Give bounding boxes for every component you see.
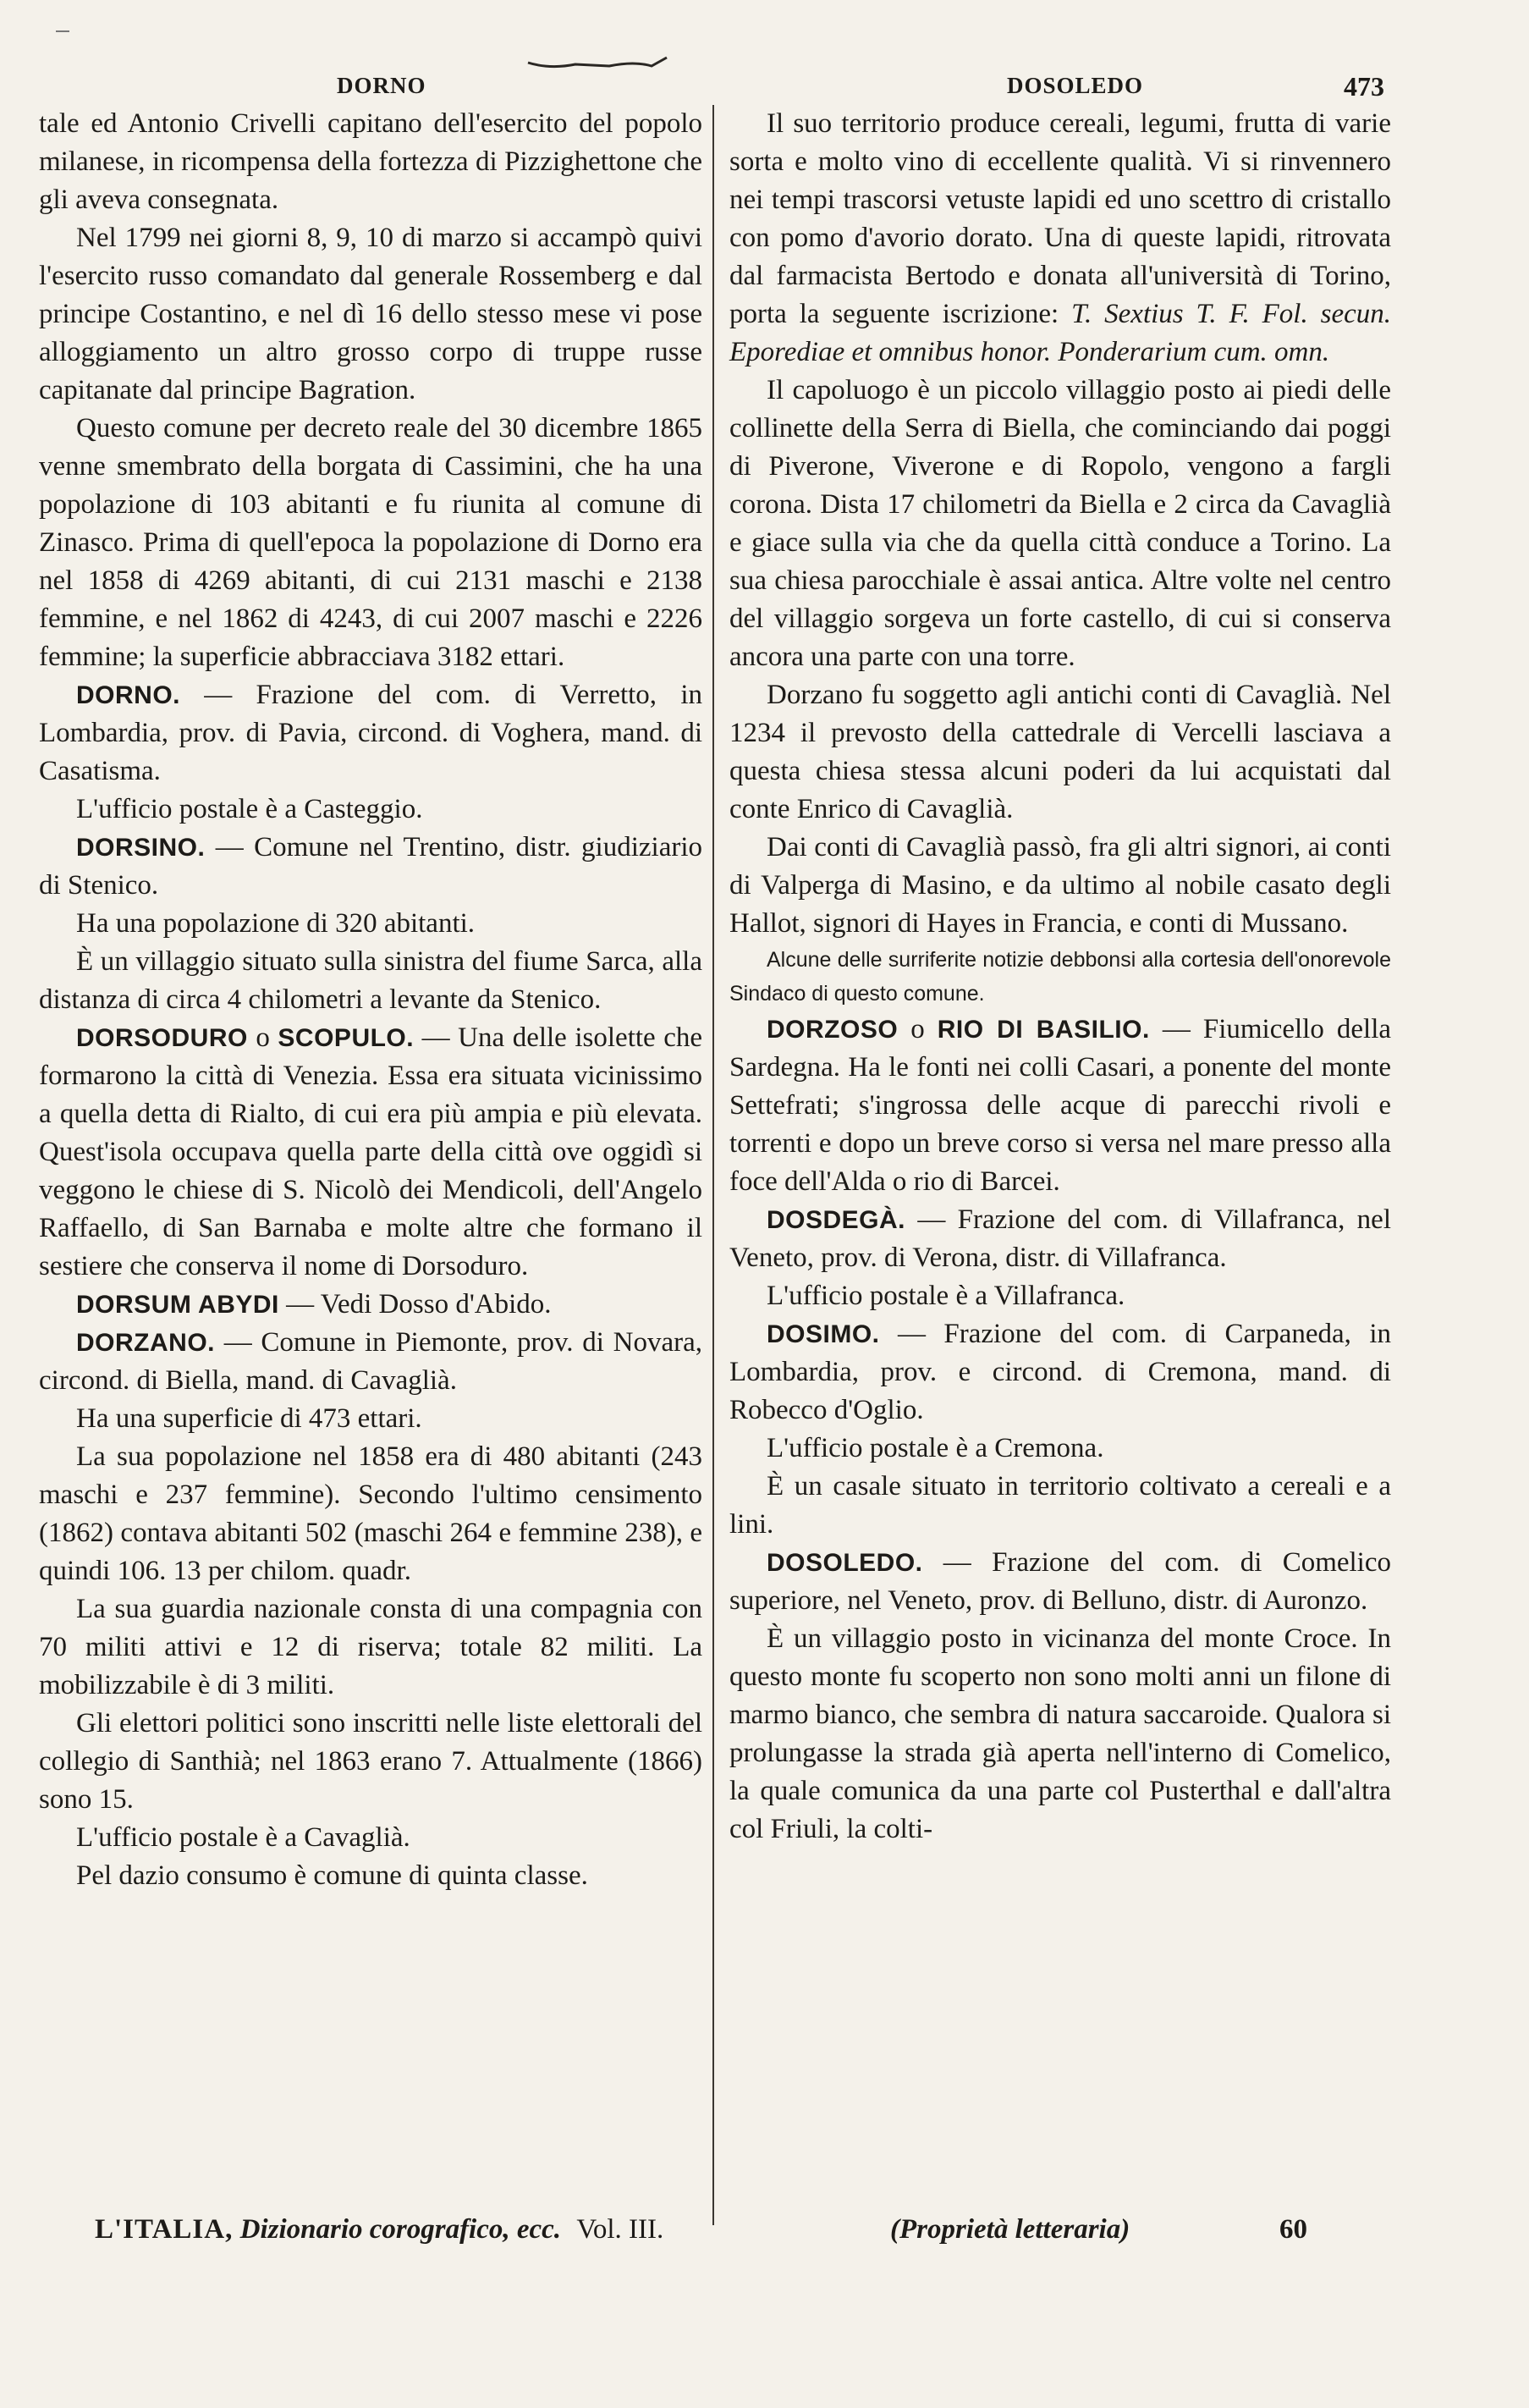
entry-definition: — Comune in Piemonte, prov. di Novara, circond. di Biella, mand. di Cavaglià. xyxy=(39,1327,702,1396)
paragraph-text: Il suo territorio produce cereali, legumi, frutta di varie sorta e molto vino di eccellente qualità. Vi si rinvennero nei tempi trascorsi vetuste lapidi ed uno scettro di cristallo con pomo d'avorio dorato. Una di queste lapidi, ritrovata dal farmacista Bertodo e donata all'università di Torino, porta la seguente iscrizione: xyxy=(729,108,1391,329)
paragraph-text: Il capoluogo è un piccolo villaggio posto ai piedi delle collinette della Serra di Biella, che cominciando dai poggi di Piverone, Viverone e di Ropolo, vengono a fargli corona. Dista 17 chilometri da Biella e 2 circa da Cavaglià e giace sulla via che da quella città conduce a Torino. La sua chiesa parocchiale è assai antica. Altre volte nel centro del villaggio sorgeva un forte castello, di cui si conserva ancora una parte con una torre. xyxy=(729,375,1391,672)
entry-headword: DORSODURO xyxy=(76,1024,248,1052)
page-footer xyxy=(95,2211,1313,2249)
paragraph-text: È un villaggio posto in vicinanza del monte Croce. In questo monte fu scoperto non sono molti anni un filone di marmo bianco, che sembra di natura saccaroide. Qualora si prolungasse la strada già aperta nell'interno di Comelico, la quale comunica da una parte col Pusterthal e dall'altra col Friuli, la colti- xyxy=(729,1623,1391,1844)
footer-signature: 60 xyxy=(1279,2214,1307,2245)
dictionary-entry xyxy=(39,829,702,905)
dictionary-entry xyxy=(729,1315,1391,1430)
paragraph-text: È un casale situato in territorio coltivato a cereali e a lini. xyxy=(729,1471,1391,1540)
paragraph xyxy=(729,105,1391,372)
entry-headword: DORSUM ABYDI xyxy=(76,1291,279,1319)
paragraph xyxy=(39,905,702,943)
entry-headword: DORZOSO xyxy=(767,1016,899,1044)
paragraph xyxy=(39,1400,702,1438)
entry-headword: DOSOLEDO. xyxy=(767,1549,923,1577)
entry-definition: — Una delle isolette che formarono la città di Venezia. Essa era situata vicinissimo a quella detta di Rialto, di cui era più ampia e più elevata. Quest'isola occupava quella parte della città ove oggidì si veggono le chiese di S. Nicolò dei Mendicoli, dell'Angelo Raffaello, di San Barnaba e molte altre che formano il sestiere che conserva il nome di Dorsoduro. xyxy=(39,1022,703,1281)
running-header-left: DORNO xyxy=(337,73,426,98)
footer-volume: Vol. III. xyxy=(576,2214,664,2245)
entry-connector: o xyxy=(898,1014,938,1044)
entry-definition: — Frazione del com. di Villafranca, nel Veneto, prov. di Verona, distr. di Villafranca. xyxy=(729,1204,1391,1273)
entry-definition: — Comune nel Trentino, distr. giudiziario di Stenico. xyxy=(39,832,702,901)
paragraph-continued xyxy=(39,105,702,219)
paragraph xyxy=(729,676,1391,829)
paragraph-text: tale ed Antonio Crivelli capitano dell'esercito del popolo milanese, in ricompensa della fortezza di Pizzighettone che gli aveva consegnata. xyxy=(39,108,702,215)
entry-headword: DORNO. xyxy=(76,681,180,709)
entry-headword: DOSIMO. xyxy=(767,1320,880,1348)
paragraph-text: È un villaggio situato sulla sinistra del fiume Sarca, alla distanza di circa 4 chilometri a levante da Stenico. xyxy=(39,946,702,1015)
paragraph xyxy=(39,410,702,676)
paragraph-text: Dai conti di Cavaglià passò, fra gli altri signori, ai conti di Valperga di Masino, e da ultimo al nobile casato degli Hallot, signori di Hayes in Francia, e conti di Mussano. xyxy=(729,832,1391,939)
paragraph-text: L'ufficio postale è a Cavaglià. xyxy=(76,1822,410,1853)
footnote-text: Alcune delle surriferite notizie debbonsi alla cortesia dell'onorevole Sindaco di questo comune. xyxy=(729,948,1391,1006)
paragraph-text: Questo comune per decreto reale del 30 dicembre 1865 venne smembrato della borgata di Cassimini, che ha una popolazione di 103 abitanti e fu riunita al comune di Zinasco. Prima di quell'epoca la popolazione di Dorno era nel 1858 di 4269 abitanti, di cui 2131 maschi e 2138 femmine, e nel 1862 di 4243, di cui 2007 maschi e 2226 femmine; la superficie abbracciava 3182 ettari. xyxy=(39,413,702,672)
footnote xyxy=(729,943,1391,1011)
right-column xyxy=(729,105,1391,1849)
paragraph-text: L'ufficio postale è a Cremona. xyxy=(767,1433,1104,1463)
paragraph xyxy=(729,1277,1391,1315)
inscription-text: T. Sextius T. F. Fol. secun. Eporediae et omnibus honor. Ponderarium cum. omn. xyxy=(729,299,1391,367)
paragraph xyxy=(729,1620,1391,1849)
entry-definition: — Fiumicello della Sardegna. Ha le fonti nei colli Casari, a ponente del monte Settefrati; s'ingrossa delle acque di parecchi rivoli e torrenti e dopo un breve corso si versa nel mare presso alla foce dell'Alda o rio di Barcei. xyxy=(729,1014,1392,1197)
paragraph-text: Gli elettori politici sono inscritti nelle liste elettorali del collegio di Santhià; nel 1863 erano 7. Attualmente (1866) sono 15. xyxy=(39,1708,702,1815)
dictionary-entry xyxy=(729,1544,1391,1620)
dictionary-entry xyxy=(729,1011,1391,1201)
footer-property: (Proprietà letteraria) xyxy=(890,2214,1130,2245)
dictionary-entry xyxy=(39,1324,702,1400)
paragraph-text: Ha una superficie di 473 ettari. xyxy=(76,1403,422,1434)
dictionary-entry xyxy=(39,1019,702,1286)
paragraph xyxy=(39,1590,702,1705)
margin-mark xyxy=(56,30,69,32)
entry-definition: — Frazione del com. di Comelico superiore, nel Veneto, prov. di Belluno, distr. di Auronzo. xyxy=(729,1547,1391,1616)
entry-headword: DORSINO. xyxy=(76,834,206,862)
paragraph-text: Dorzano fu soggetto agli antichi conti di Cavaglià. Nel 1234 il prevosto della cattedrale di Vercelli lasciava a questa chiesa stessa alcuni poderi da lui acquistati dal conte Enrico di Cavaglià. xyxy=(729,680,1391,824)
paragraph-text: L'ufficio postale è a Villafranca. xyxy=(767,1281,1125,1311)
entry-definition: — Frazione del com. di Verretto, in Lombardia, prov. di Pavia, circond. di Voghera, mand. di Casatisma. xyxy=(39,680,702,786)
running-header-right: DOSOLEDO xyxy=(1007,73,1144,98)
paragraph xyxy=(39,943,702,1019)
paragraph-text: Pel dazio consumo è comune di quinta classe. xyxy=(76,1860,588,1891)
footer-title: L'ITALIA, xyxy=(95,2214,234,2245)
paragraph xyxy=(729,829,1391,943)
column-rule xyxy=(712,105,714,2225)
dictionary-entry xyxy=(729,1201,1391,1277)
paragraph-text: La sua guardia nazionale consta di una compagnia con 70 militi attivi e 12 di riserva; totale 82 militi. La mobilizzabile è di 3 militi. xyxy=(39,1594,702,1700)
printer-ornament xyxy=(525,56,668,74)
paragraph-text: L'ufficio postale è a Casteggio. xyxy=(76,794,423,824)
footer-dictionary: Dizionario corografico, ecc. xyxy=(239,2214,562,2245)
dictionary-entry xyxy=(39,676,702,791)
paragraph xyxy=(39,1819,702,1857)
entry-headword-alt: SCOPULO. xyxy=(278,1024,415,1052)
paragraph xyxy=(39,791,702,829)
dictionary-entry xyxy=(39,1286,702,1324)
paragraph xyxy=(39,1705,702,1819)
paragraph xyxy=(729,1430,1391,1468)
page-number: 473 xyxy=(1344,71,1384,102)
paragraph xyxy=(39,1857,702,1895)
paragraph xyxy=(39,1438,702,1590)
entry-definition: — Vedi Dosso d'Abido. xyxy=(278,1289,552,1320)
paragraph-text: La sua popolazione nel 1858 era di 480 abitanti (243 maschi e 237 femmine). Secondo l'ultimo censimento (1862) contava abitanti 502 (maschi 264 e femmine 238), e quindi 106. 13 per chilom. quadr. xyxy=(39,1441,702,1586)
entry-headword: DOSDEGÀ. xyxy=(767,1206,906,1234)
paragraph-text: Ha una popolazione di 320 abitanti. xyxy=(76,908,476,939)
paragraph xyxy=(729,1468,1391,1544)
left-column xyxy=(39,105,702,1895)
entry-headword-alt: RIO DI BASILIO. xyxy=(937,1016,1150,1044)
paragraph xyxy=(729,372,1391,676)
entry-definition: — Frazione del com. di Carpaneda, in Lombardia, prov. e circond. di Cremona, mand. di Robecco d'Oglio. xyxy=(729,1319,1391,1425)
paragraph xyxy=(39,219,702,410)
entry-headword: DORZANO. xyxy=(76,1329,215,1357)
entry-connector: o xyxy=(247,1022,278,1053)
paragraph-text: Nel 1799 nei giorni 8, 9, 10 di marzo si accampò quivi l'esercito russo comandato dal generale Rossemberg e dal principe Costantino, e nel dì 16 dello stesso mese vi pose alloggiamento un altro grosso corpo di truppe russe capitanate dal principe Bagration. xyxy=(39,223,702,405)
